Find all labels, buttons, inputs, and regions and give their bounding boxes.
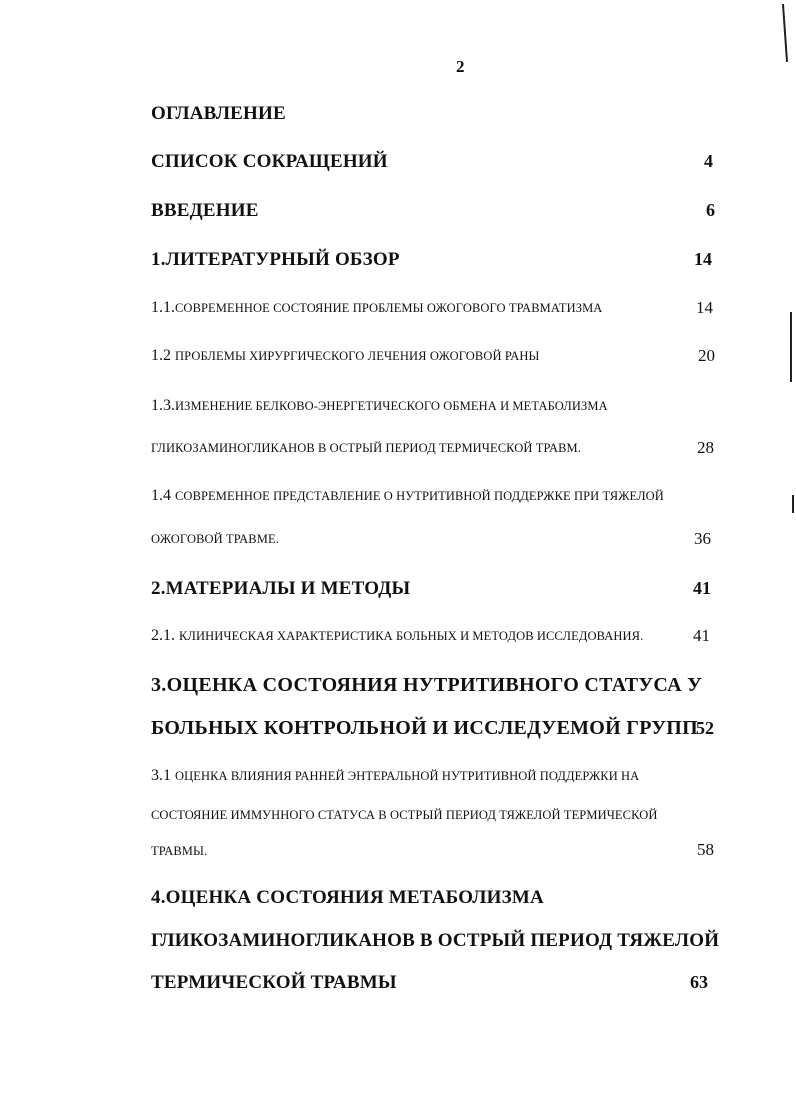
toc-page-s1-3: 28 <box>697 438 714 457</box>
scan-artifact-top <box>782 4 788 62</box>
scan-artifact-mid <box>790 312 792 382</box>
toc-entry-s1-3-line1[interactable] <box>151 397 608 415</box>
section-number: 2.1. <box>151 627 175 644</box>
toc-page-intro: 6 <box>706 200 715 220</box>
section-number: 3.1 <box>151 767 171 784</box>
toc-entry-ch3-line2[interactable]: БОЛЬНЫХ КОНТРОЛЬНОЙ И ИССЛЕДУЕМОЙ ГРУПП <box>151 717 699 739</box>
section-number: 1.1. <box>151 299 175 316</box>
toc-page-ch3: 52 <box>696 718 714 738</box>
toc-entry-s3-1-line3[interactable]: ТРАВМЫ. <box>151 844 208 858</box>
toc-page-ch2: 41 <box>693 578 711 598</box>
toc-entry-abbrev[interactable]: СПИСОК СОКРАЩЕНИЙ <box>151 151 388 172</box>
toc-page-s1-4: 36 <box>694 529 711 548</box>
toc-entry-s2-1[interactable] <box>151 627 643 645</box>
section-number: 1.3. <box>151 397 175 414</box>
toc-page-s1-2: 20 <box>698 346 715 365</box>
toc-page-s2-1: 41 <box>693 626 710 645</box>
toc-entry-ch4-line3[interactable]: ТЕРМИЧЕСКОЙ ТРАВМЫ <box>151 972 397 993</box>
toc-entry-ch4-line2[interactable]: ГЛИКОЗАМИНОГЛИКАНОВ В ОСТРЫЙ ПЕРИОД ТЯЖЕЛОЙ <box>151 930 720 951</box>
toc-entry-s1-2[interactable] <box>151 347 540 365</box>
section-title: СОВРЕМЕННОЕ ПРЕДСТАВЛЕНИЕ О НУТРИТИВНОЙ ПОДДЕРЖКЕ ПРИ ТЯЖЕЛОЙ <box>175 489 664 503</box>
section-number: 1.4 <box>151 487 171 504</box>
toc-page-ch4: 63 <box>690 972 708 992</box>
toc-entry-s1-1[interactable] <box>151 299 602 317</box>
toc-title: ОГЛАВЛЕНИЕ <box>151 103 286 124</box>
section-title: ПРОБЛЕМЫ ХИРУРГИЧЕСКОГО ЛЕЧЕНИЯ ОЖОГОВОЙ РАНЫ <box>175 349 540 363</box>
section-number: 1.2 <box>151 347 171 364</box>
toc-entry-s3-1-line1[interactable] <box>151 767 639 785</box>
toc-entry-s1-3-line2[interactable]: ГЛИКОЗАМИНОГЛИКАНОВ В ОСТРЫЙ ПЕРИОД ТЕРМИЧЕСКОЙ ТРАВМ. <box>151 441 581 455</box>
toc-entry-ch4-line1[interactable]: 4.ОЦЕНКА СОСТОЯНИЯ МЕТАБОЛИЗМА <box>151 887 544 908</box>
toc-page-s1-1: 14 <box>696 298 713 317</box>
toc-page-ch1: 14 <box>694 249 712 269</box>
toc-entry-s1-4-line2[interactable]: ОЖОГОВОЙ ТРАВМЕ. <box>151 532 279 546</box>
section-title: ОЦЕНКА ВЛИЯНИЯ РАННЕЙ ЭНТЕРАЛЬНОЙ НУТРИТИВНОЙ ПОДДЕРЖКИ НА <box>175 769 640 783</box>
toc-entry-s1-4-line1[interactable] <box>151 487 664 505</box>
toc-entry-ch1[interactable]: 1.ЛИТЕРАТУРНЫЙ ОБЗОР <box>151 249 400 270</box>
toc-page-abbrev: 4 <box>704 151 713 171</box>
page-number: 2 <box>456 57 465 76</box>
scan-artifact-low <box>792 495 794 513</box>
toc-entry-s3-1-line2[interactable]: СОСТОЯНИЕ ИММУННОГО СТАТУСА В ОСТРЫЙ ПЕРИОД ТЯЖЕЛОЙ ТЕРМИЧЕСКОЙ <box>151 808 658 822</box>
section-title: СОВРЕМЕННОЕ СОСТОЯНИЕ ПРОБЛЕМЫ ОЖОГОВОГО ТРАВМАТИЗМА <box>175 301 603 315</box>
toc-entry-ch2[interactable]: 2.МАТЕРИАЛЫ И МЕТОДЫ <box>151 578 411 599</box>
toc-entry-intro[interactable]: ВВЕДЕНИЕ <box>151 200 259 221</box>
section-title: ИЗМЕНЕНИЕ БЕЛКОВО-ЭНЕРГЕТИЧЕСКОГО ОБМЕНА И МЕТАБОЛИЗМА <box>175 399 608 413</box>
toc-entry-ch3-line1[interactable]: 3.ОЦЕНКА СОСТОЯНИЯ НУТРИТИВНОГО СТАТУСА У <box>151 674 703 696</box>
section-title: КЛИНИЧЕСКАЯ ХАРАКТЕРИСТИКА БОЛЬНЫХ И МЕТОДОВ ИССЛЕДОВАНИЯ. <box>179 629 644 643</box>
toc-page-s3-1: 58 <box>697 840 714 859</box>
